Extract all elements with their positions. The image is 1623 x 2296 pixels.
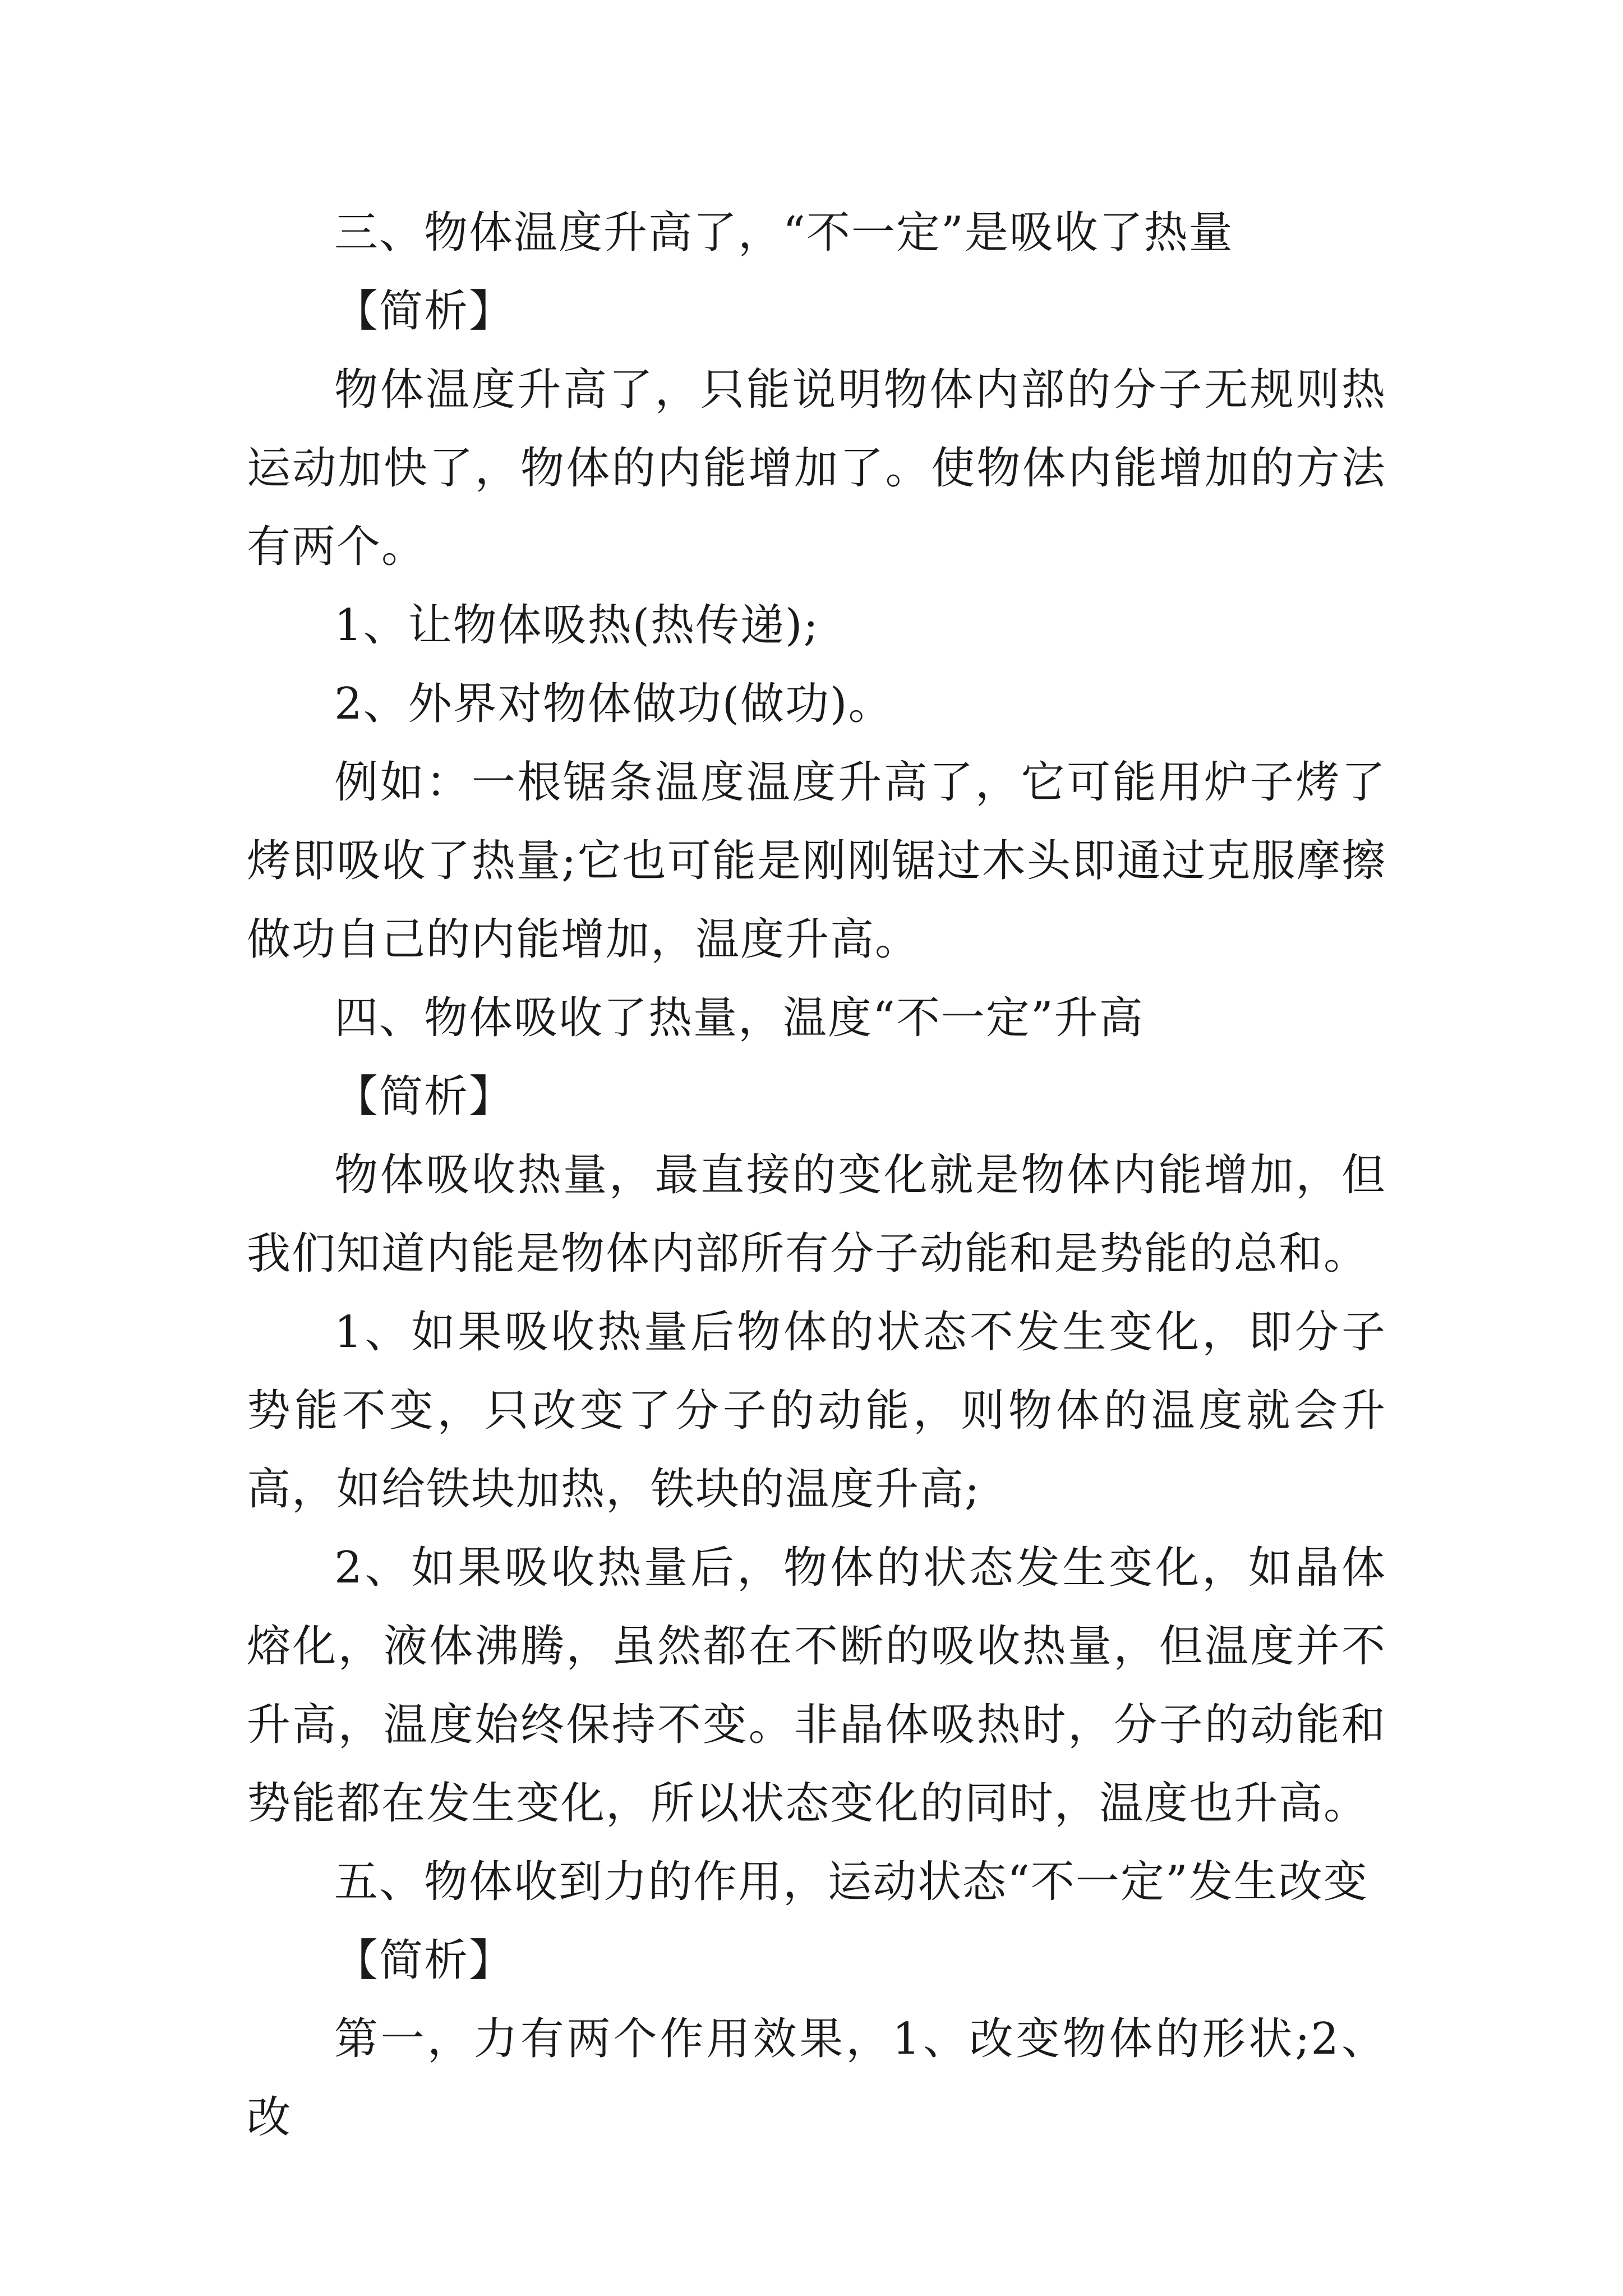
section-heading-4: 四、物体吸收了热量，温度“不一定”升高: [334, 993, 1144, 1043]
list-item: 2、如果吸收热量后，物体的状态发生变化，如晶体熔化，液体沸腾，虽然都在不断的吸收热量，但温度并不升高，温度始终保持不变。非晶体吸热时，分子的动能和势能都在发生变化，所以状态变化的同时，温度也升高。: [247, 1543, 1386, 1829]
paragraph: 物体温度升高了，只能说明物体内部的分子无规则热运动加快了，物体的内能增加了。使物体内能增加的方法有两个。: [247, 365, 1386, 572]
analysis-label: 【简析】: [334, 1071, 514, 1122]
list-item: 1、如果吸收热量后物体的状态不发生变化，即分子势能不变，只改变了分子的动能，则物体的温度就会升高，如给铁块加热，铁块的温度升高;: [247, 1307, 1386, 1515]
paragraph: 第一，力有两个作用效果，1、改变物体的形状;2、改: [247, 2014, 1386, 2143]
section-heading-5: 五、物体收到力的作用，运动状态“不一定”发生改变: [334, 1857, 1368, 1907]
paragraph: 例如：一根锯条温度温度升高了，它可能用炉子烤了烤即吸收了热量;它也可能是刚刚锯过木头即通过克服摩擦做功自己的内能增加，温度升高。: [247, 757, 1386, 965]
paragraph: 物体吸收热量，最直接的变化就是物体内能增加，但我们知道内能是物体内部所有分子动能和是势能的总和。: [247, 1150, 1386, 1279]
list-item: 1、让物体吸热(热传递);: [334, 600, 819, 651]
analysis-label: 【简析】: [334, 286, 514, 337]
section-heading-3: 三、物体温度升高了，“不一定”是吸收了热量: [334, 208, 1234, 258]
document-body: [247, 194, 1386, 2157]
analysis-label: 【简析】: [334, 1935, 514, 1986]
list-item: 2、外界对物体做功(做功)。: [334, 679, 893, 729]
